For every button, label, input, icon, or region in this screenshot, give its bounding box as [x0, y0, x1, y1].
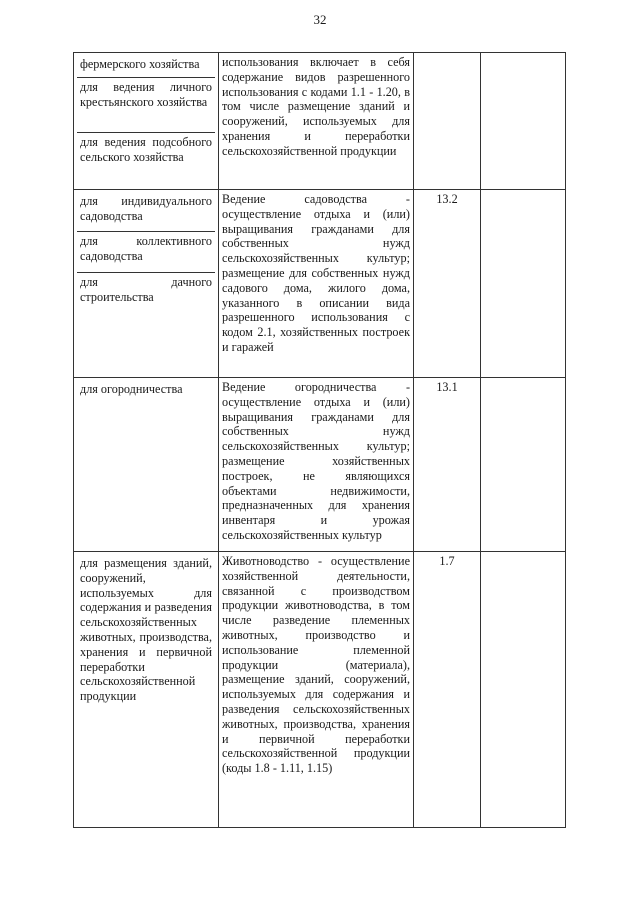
table-row	[74, 552, 566, 828]
permitted-use-cell	[74, 53, 219, 190]
permitted-use-cell	[74, 378, 219, 552]
permitted-use-item: для ведения личного крестьянского хозяйства	[77, 78, 215, 133]
use-code-cell	[414, 53, 481, 190]
use-code-cell: 13.2	[414, 190, 481, 378]
page-number: 32	[313, 12, 327, 27]
use-description-cell: Ведение огородничества - осуществление отдыха и (или) выращивания гражданами для собственных нужд сельскохозяйственных культур; размещение хозяйственных построек, не являющихся объектами недвижимости, предназначенных для хранения инвентаря и урожая сельскохозяйственных культур	[219, 378, 414, 552]
permitted-use-item: фермерского хозяйства	[77, 55, 215, 78]
permitted-use-item: для коллективного садоводства	[77, 232, 215, 273]
table-row	[74, 190, 566, 378]
permitted-use-cell	[74, 552, 219, 828]
empty-cell	[481, 552, 566, 828]
empty-cell	[481, 378, 566, 552]
permitted-use-item: для дачного строительства	[80, 275, 212, 304]
land-use-table	[73, 52, 566, 828]
permitted-use-item: для размещения зданий, сооружений, используемых для содержания и разведения сельскохозяйственных животных, производства, хранения и первичной переработки сельскохозяйственной продукции	[80, 556, 212, 704]
permitted-use-cell	[74, 190, 219, 378]
use-description-cell: Ведение садоводства - осуществление отдыха и (или) выращивания гражданами для собственных нужд сельскохозяйственных культур; размещение для собственных нужд садового дома, жилого дома, указанного в описании вида разрешенного использования с кодом 2.1, хозяйственных построек и гаражей	[219, 190, 414, 378]
table-row	[74, 53, 566, 190]
permitted-use-item: для огородничества	[80, 382, 183, 396]
permitted-use-item: для ведения подсобного сельского хозяйства	[80, 135, 212, 164]
use-description-cell: Животноводство - осуществление хозяйственной деятельности, связанной с производством продукции животноводства, в том числе разведение племенных животных, производство и использование племенной продукции (материала), размещение зданий, сооружений, используемых для содержания и разведения сельскохозяйственных животных, производства, хранения и первичной переработки сельскохозяйственной продукции (коды 1.8 - 1.11, 1.15)	[219, 552, 414, 828]
permitted-use-item: для индивидуального садоводства	[77, 192, 215, 232]
table-row	[74, 378, 566, 552]
empty-cell	[481, 190, 566, 378]
empty-cell	[481, 53, 566, 190]
use-description-cell: использования включает в себя содержание видов разрешенного использования с кодами 1.1 - 1.20, в том числе размещение зданий и сооружений, используемых для хранения и переработки сельскохозяйственной продукции	[219, 53, 414, 190]
use-code-cell: 1.7	[414, 552, 481, 828]
use-code-cell: 13.1	[414, 378, 481, 552]
